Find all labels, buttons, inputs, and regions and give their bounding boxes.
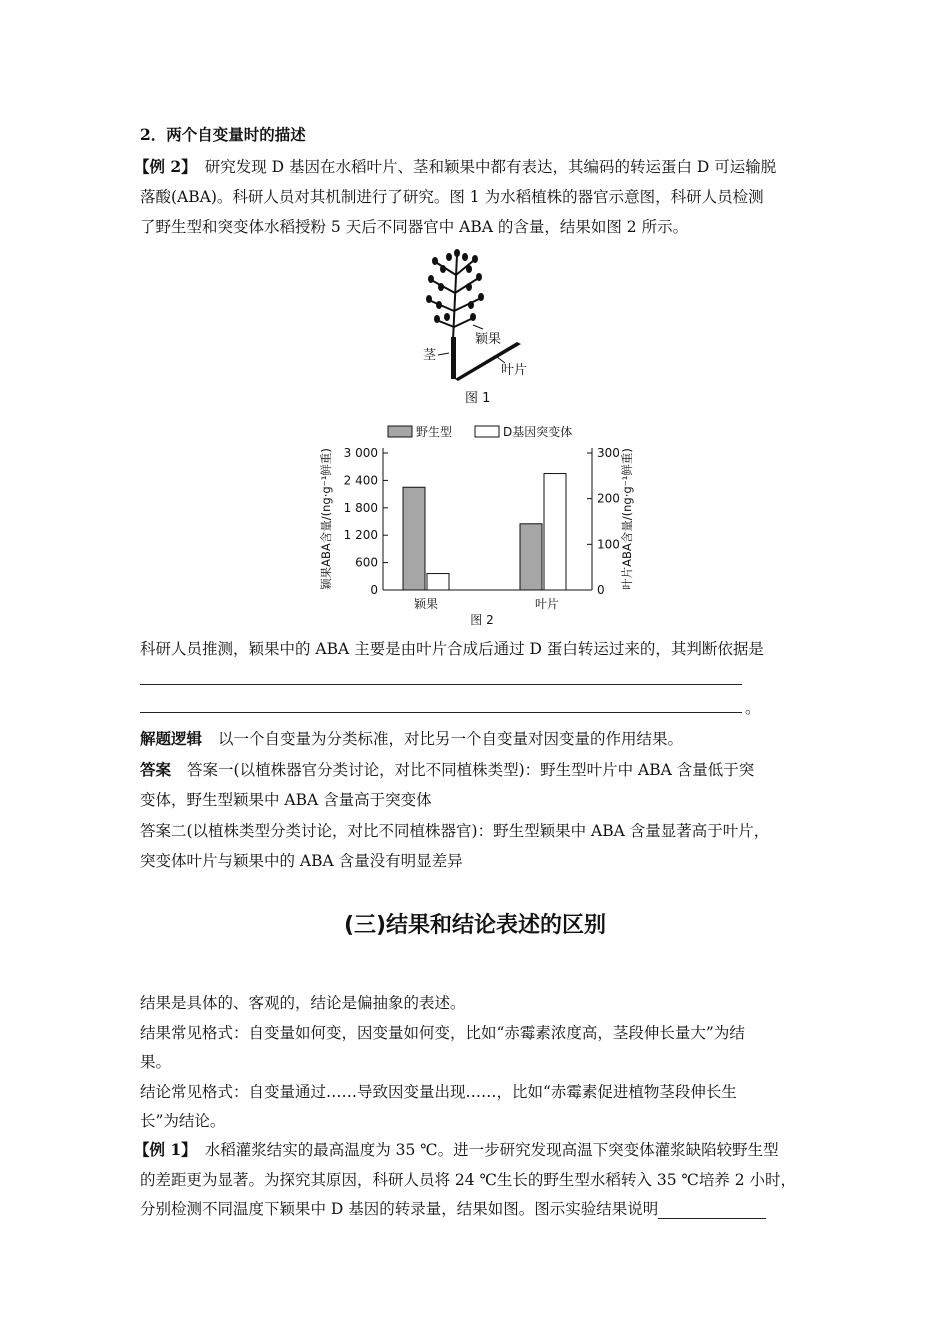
section3-line2: 结果常见格式：自变量如何变，因变量如何变，比如“赤霉素浓度高，茎段伸长量大”为结	[140, 1024, 745, 1042]
left-tick-label: 3 000	[343, 446, 378, 460]
example2-line3: 了野生型和突变体水稻授粉 5 天后不同器官中 ABA 的含量，结果如图 2 所示。	[140, 218, 689, 236]
figure2-caption: 图 2	[470, 613, 494, 627]
right-tick-label: 100	[597, 537, 620, 552]
legend	[388, 424, 572, 439]
question-prompt: 科研人员推测，颖果中的 ABA 主要是由叶片合成后通过 D 蛋白转运过来的，其判断依据是	[140, 640, 764, 658]
logic-label: 解题逻辑	[140, 729, 203, 748]
category-label-leaf: 叶片	[534, 597, 560, 611]
example2-text-1: 研究发现 D 基因在水稻叶片、茎和颖果中都有表达，其编码的转运蛋白 D 可运输脱	[204, 158, 777, 176]
stem-shape	[451, 337, 456, 379]
section3-line4: 结论常见格式：自变量通过……导致因变量出现……，比如“赤霉素促进植物茎段伸长生	[140, 1083, 737, 1101]
section3-line5: 长”为结论。	[140, 1112, 226, 1130]
legend-label-mutant: D基因突变体	[503, 425, 573, 439]
left-axis-ticks	[344, 446, 388, 597]
answer-blank-end-mark: 。	[745, 699, 761, 717]
example1-line2: 的差距更为显著。为探究其原因，科研人员将 24 ℃生长的野生型水稻转入 35 ℃培养 2 小时，	[140, 1171, 797, 1189]
label-grain: 颖果	[475, 332, 502, 347]
section3-line1: 结果是具体的、客观的，结论是偏抽象的表述。	[140, 994, 466, 1012]
subsection-heading: 2．两个自变量时的描述	[140, 125, 306, 144]
legend-swatch-mutant	[475, 426, 499, 437]
left-tick-label: 600	[355, 555, 378, 570]
section-title: (三)结果和结论表述的区别	[343, 913, 607, 938]
right-tick-label: 300	[597, 446, 620, 460]
legend-swatch-wildtype	[388, 426, 412, 437]
chart-bars	[403, 474, 566, 590]
bar-leaf-mutant	[544, 474, 566, 590]
left-tick-label: 0	[370, 583, 378, 597]
bar-grain-wildtype	[403, 487, 425, 590]
example1-line3	[140, 1199, 766, 1219]
figure1-plant-diagram	[405, 245, 545, 410]
answer1-text-1: 答案一(以植株器官分类讨论，对比不同植株类型)：野生型叶片中 ABA 含量低于突	[187, 761, 755, 779]
bar-leaf-wildtype	[520, 524, 542, 590]
figure2-bar-chart	[300, 418, 660, 630]
example2-tag: 【例 2】	[134, 157, 197, 176]
right-tick-label: 0	[597, 583, 605, 597]
example1-answer-blank[interactable]	[658, 1202, 766, 1219]
left-tick-label: 1 800	[343, 500, 378, 515]
example2-line2: 落酸(ABA)。科研人员对其机制进行了研究。图 1 为水稻植株的器官示意图，科研人员检测	[140, 188, 764, 206]
legend-label-wildtype: 野生型	[416, 425, 453, 439]
example1-tag: 【例 1】	[134, 1140, 197, 1159]
bar-grain-mutant	[427, 574, 449, 590]
logic-text: 以一个自变量为分类标准，对比另一个自变量对因变量的作用结果。	[218, 730, 684, 748]
category-label-grain: 颖果	[413, 597, 439, 611]
left-axis-label: 颖果ABA含量/(ng·g⁻¹鲜重)	[319, 448, 333, 590]
example1-line1	[134, 1140, 779, 1160]
answer1-line2: 变体，野生型颖果中 ABA 含量高于突变体	[140, 791, 432, 809]
answer1-line1	[140, 760, 754, 780]
label-leaf: 叶片	[501, 363, 528, 378]
answer-blank-1[interactable]	[140, 684, 742, 685]
left-tick-label: 1 200	[343, 528, 378, 543]
answer2-line2: 突变体叶片与颖果中的 ABA 含量没有明显差异	[140, 852, 463, 870]
answer-label: 答案	[140, 760, 172, 779]
figure1-caption: 图 1	[465, 391, 491, 406]
label-stem: 茎	[423, 348, 437, 363]
grain-pointer	[473, 325, 483, 329]
example2-line1	[134, 157, 777, 177]
example1-text-3: 分别检测不同温度下颖果中 D 基因的转录量，结果如图。图示实验结果说明	[140, 1200, 659, 1218]
left-tick-label: 2 400	[343, 473, 378, 488]
example1-text-1: 水稻灌浆结实的最高温度为 35 ℃。进一步研究发现高温下突变体灌浆缺陷较野生型	[204, 1141, 779, 1159]
right-axis-label: 叶片ABA含量/(ng·g⁻¹鲜重)	[620, 448, 634, 590]
answer2-line1: 答案二(以植株类型分类讨论，对比不同植株器官)：野生型颖果中 ABA 含量显著高于叶片，	[140, 822, 770, 840]
answer-blank-2[interactable]	[140, 712, 742, 713]
right-tick-label: 200	[597, 491, 620, 506]
solution-logic-line	[140, 729, 683, 749]
section3-line3: 果。	[140, 1053, 172, 1071]
stem-pointer-arrow	[438, 353, 449, 355]
